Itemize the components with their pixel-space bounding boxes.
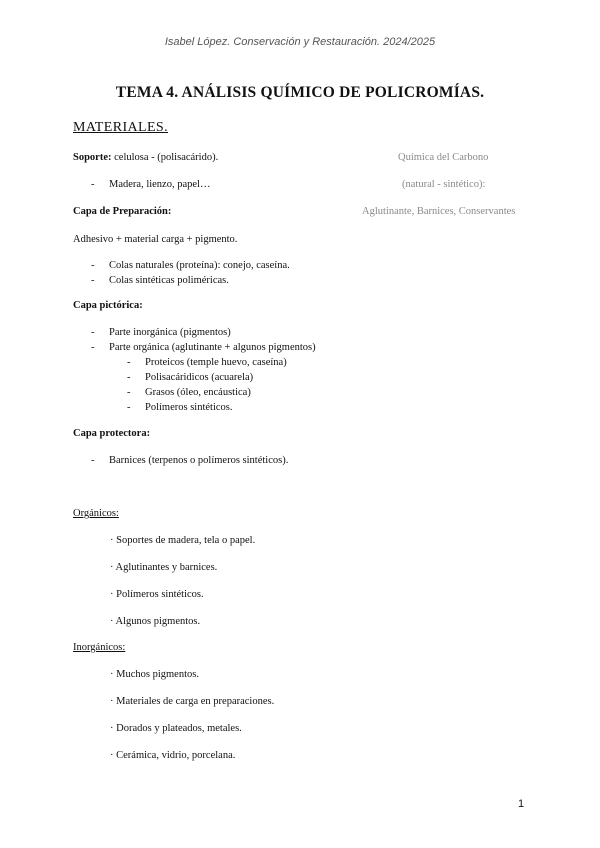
bullet-dash: - (91, 342, 95, 353)
pictorica-subitem: Proteicos (temple huevo, caseína) (145, 357, 287, 368)
inorganicos-item: · Cerámica, vidrio, porcelana. (110, 750, 236, 761)
sub-bullet-dash: - (127, 387, 131, 398)
soporte-label: Soporte: (73, 152, 112, 163)
sub-bullet-dash: - (127, 372, 131, 383)
page-title: TEMA 4. ANÁLISIS QUÍMICO DE POLICROMÍAS. (115, 84, 485, 101)
preparacion-text: Adhesivo + material carga + pigmento. (73, 234, 238, 245)
pictorica-label: Capa pictórica: (73, 300, 143, 311)
organicos-item: · Aglutinantes y barnices. (110, 562, 218, 573)
organicos-item: · Polímeros sintéticos. (110, 589, 204, 600)
bullet-dash: - (91, 260, 95, 271)
organicos-item: · Soportes de madera, tela o papel. (110, 535, 256, 546)
protectora-item: Barnices (terpenos o polímeros sintéticos). (109, 455, 289, 466)
inorganicos-label: Inorgánicos: (73, 642, 126, 653)
organicos-item: · Algunos pigmentos. (110, 616, 201, 627)
inorganicos-item: · Dorados y plateados, metales. (110, 723, 242, 734)
page-number: 1 (518, 798, 525, 810)
bullet-dash: - (91, 179, 95, 190)
soporte-line (73, 152, 218, 163)
bullet-dash: - (91, 275, 95, 286)
preparacion-item: Colas naturales (proteína): conejo, caseína. (109, 260, 290, 271)
pictorica-item: Parte inorgánica (pigmentos) (109, 327, 231, 338)
organicos-label: Orgánicos: (73, 508, 119, 519)
soporte-text: celulosa - (polisacárido). (111, 152, 219, 163)
page-header: Isabel López. Conservación y Restauración. 2024/2025 (164, 36, 436, 48)
inorganicos-item: · Muchos pigmentos. (110, 669, 199, 680)
right-note-2: (natural - sintético): (402, 179, 486, 190)
sub-bullet-dash: - (127, 402, 131, 413)
pictorica-subitem: Grasos (óleo, encáustica) (145, 387, 251, 398)
right-note-1: Química del Carbono (398, 152, 489, 163)
section-heading: MATERIALES. (73, 120, 169, 135)
soporte-item: Madera, lienzo, papel… (109, 179, 211, 190)
bullet-dash: - (91, 455, 95, 466)
bullet-dash: - (91, 327, 95, 338)
right-note-3: Aglutinante, Barnices, Conservantes (362, 206, 516, 217)
inorganicos-item: · Materiales de carga en preparaciones. (110, 696, 275, 707)
protectora-label: Capa protectora: (73, 428, 151, 439)
preparacion-label: Capa de Preparación: (73, 206, 172, 217)
sub-bullet-dash: - (127, 357, 131, 368)
pictorica-item: Parte orgánica (aglutinante + algunos pigmentos) (109, 342, 316, 353)
preparacion-item: Colas sintéticas poliméricas. (109, 275, 229, 286)
pictorica-subitem: Polímeros sintéticos. (145, 402, 233, 413)
pictorica-subitem: Polisacáridicos (acuarela) (145, 372, 254, 383)
